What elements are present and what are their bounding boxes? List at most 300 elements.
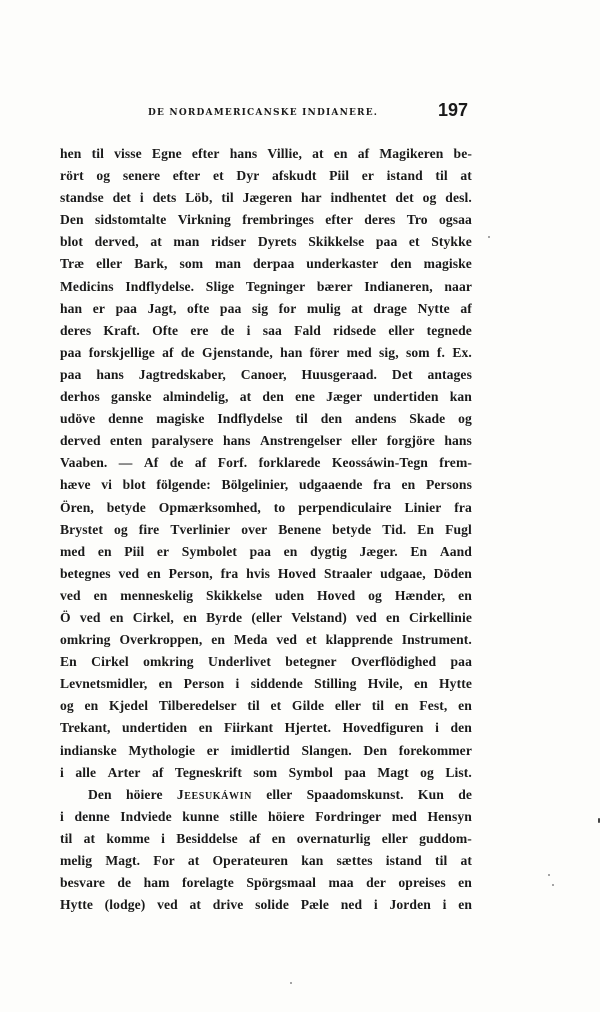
word: eller bbox=[266, 786, 293, 802]
word: og bbox=[458, 411, 472, 427]
text-line bbox=[60, 519, 472, 541]
word: frembringes bbox=[242, 212, 315, 228]
word: hæve bbox=[60, 477, 91, 493]
text-line bbox=[60, 894, 472, 916]
word: en bbox=[385, 609, 400, 625]
text-line bbox=[60, 541, 472, 563]
word: i bbox=[235, 676, 240, 692]
word: i bbox=[373, 897, 378, 913]
word: at bbox=[189, 897, 202, 913]
word: Straaler bbox=[323, 565, 373, 581]
word: i bbox=[246, 322, 251, 338]
word: de bbox=[117, 875, 132, 891]
word: af bbox=[162, 344, 174, 360]
word: imidlertid bbox=[230, 742, 290, 758]
word: afskudt bbox=[271, 168, 317, 184]
word: paa bbox=[249, 543, 272, 559]
word: siddende bbox=[250, 676, 303, 692]
word: ham bbox=[143, 875, 170, 891]
word: höiere bbox=[268, 808, 305, 824]
word: f. bbox=[436, 344, 446, 360]
word: denne bbox=[74, 808, 110, 824]
word: betegnes bbox=[60, 565, 111, 581]
word: Pæle bbox=[300, 897, 330, 913]
word: Huusgeraad. bbox=[301, 366, 378, 382]
word: senere bbox=[122, 168, 161, 184]
word: med bbox=[346, 344, 372, 360]
word: Træ bbox=[60, 256, 85, 272]
text-line bbox=[60, 784, 472, 806]
text-line bbox=[60, 143, 472, 165]
word: Meda bbox=[233, 632, 268, 648]
word: Person bbox=[183, 676, 225, 692]
word: eller bbox=[381, 830, 408, 846]
word: Jagtredskaber, bbox=[138, 366, 226, 382]
word: Persons bbox=[425, 477, 472, 493]
word: forgjöre bbox=[386, 433, 435, 449]
text-line bbox=[60, 828, 472, 850]
word: en bbox=[458, 897, 472, 913]
word: en bbox=[93, 587, 108, 603]
word: som bbox=[405, 344, 430, 360]
word: En bbox=[410, 543, 428, 559]
word: i bbox=[161, 830, 166, 846]
word: Fest, bbox=[419, 698, 448, 714]
word: Byrde bbox=[206, 609, 243, 625]
word: En bbox=[417, 521, 435, 537]
text-line bbox=[60, 695, 472, 717]
word: fölgende: bbox=[156, 477, 211, 493]
word: den bbox=[320, 411, 343, 427]
word: Villie, bbox=[267, 146, 302, 161]
word: ved bbox=[60, 587, 81, 603]
word: Indviede bbox=[120, 808, 172, 824]
word: Underlivet bbox=[208, 654, 271, 670]
word: Operateuren bbox=[212, 853, 289, 868]
text-line bbox=[60, 563, 472, 585]
word: Tid. bbox=[382, 521, 407, 537]
word: Arter bbox=[107, 764, 141, 780]
text-line bbox=[60, 474, 472, 496]
word: den bbox=[450, 720, 472, 736]
word: for bbox=[278, 300, 297, 316]
word: drive bbox=[212, 897, 244, 913]
word: Spaadomskunst. bbox=[306, 786, 404, 802]
word: fire bbox=[138, 521, 160, 537]
word: perpendiculaire bbox=[298, 499, 392, 515]
word: Medicins bbox=[60, 278, 114, 294]
word: at bbox=[150, 234, 162, 250]
word: Skade bbox=[409, 411, 446, 427]
word: Overflödighed bbox=[351, 654, 437, 670]
word: Slige bbox=[205, 278, 235, 294]
word: Keossáwin-Tegn bbox=[331, 455, 428, 471]
word: Dyrets bbox=[257, 234, 297, 250]
word: Fordringer bbox=[315, 808, 382, 824]
word: Af bbox=[143, 455, 159, 471]
word: Indflydelse. bbox=[125, 278, 195, 294]
scan-speck bbox=[290, 982, 292, 984]
word: de bbox=[220, 322, 235, 338]
word: fra bbox=[454, 499, 472, 515]
word: udöve bbox=[60, 411, 96, 427]
word: Hytte bbox=[439, 676, 472, 692]
word: at bbox=[312, 146, 324, 161]
word: en bbox=[333, 146, 348, 161]
word: ridsede bbox=[333, 322, 377, 338]
text-line bbox=[60, 187, 472, 209]
word: ved bbox=[118, 565, 140, 581]
word: komme bbox=[106, 830, 150, 846]
word: opreises bbox=[398, 875, 446, 891]
word: til bbox=[295, 411, 308, 427]
word: er bbox=[92, 300, 106, 316]
word: derved bbox=[60, 433, 101, 449]
word: sidstomtalte bbox=[95, 212, 167, 228]
word: i bbox=[139, 190, 144, 206]
word: dygtig bbox=[310, 543, 347, 559]
body-text bbox=[60, 143, 472, 916]
word: maa bbox=[328, 875, 354, 891]
running-title: DE NORDAMERICANSKE INDIANERE. bbox=[148, 108, 379, 118]
word: Fald bbox=[294, 322, 321, 338]
word: udgaaende bbox=[298, 477, 363, 493]
word: Egne bbox=[151, 146, 182, 161]
text-line bbox=[60, 364, 472, 386]
word: List. bbox=[445, 764, 472, 780]
word: tegnede bbox=[426, 322, 472, 338]
word: desl. bbox=[445, 190, 472, 206]
text-line bbox=[60, 320, 472, 342]
word: man bbox=[215, 256, 242, 272]
word: paa bbox=[219, 300, 242, 316]
word: klapprende bbox=[325, 632, 393, 648]
word: efter bbox=[172, 168, 201, 184]
word: udgaae, bbox=[380, 565, 426, 581]
word: Benene bbox=[278, 521, 322, 537]
word: Velstand) bbox=[291, 609, 347, 625]
word: Den bbox=[60, 212, 84, 228]
word: solide bbox=[255, 897, 289, 913]
word: forskjellige bbox=[88, 344, 155, 360]
word: det bbox=[395, 190, 414, 206]
word: menneskelig bbox=[120, 587, 194, 603]
text-line bbox=[60, 762, 472, 784]
word: En bbox=[60, 654, 77, 670]
word: (lodge) bbox=[104, 897, 146, 913]
word: en bbox=[394, 698, 409, 714]
word: et bbox=[408, 234, 420, 250]
word: paa bbox=[450, 654, 472, 670]
word: Stykke bbox=[431, 234, 472, 250]
word: til bbox=[435, 168, 448, 184]
word: som bbox=[179, 256, 204, 272]
word: de bbox=[169, 455, 184, 471]
word: omkring bbox=[60, 632, 111, 648]
word: en bbox=[97, 543, 112, 559]
word: og bbox=[420, 764, 434, 780]
word: i bbox=[60, 808, 64, 824]
word: ganske bbox=[111, 389, 152, 405]
text-line bbox=[60, 342, 472, 364]
word: Gilde bbox=[291, 698, 325, 714]
word: de bbox=[180, 344, 195, 360]
word: uden bbox=[274, 587, 305, 603]
word: rört bbox=[60, 168, 84, 184]
word: to bbox=[273, 499, 286, 515]
word: med bbox=[391, 808, 417, 824]
word: kan bbox=[301, 853, 324, 868]
word: Besiddelse bbox=[176, 830, 238, 846]
word: saa bbox=[262, 322, 282, 338]
word: Opmærksomhed, bbox=[158, 499, 261, 515]
word: magiske bbox=[156, 411, 205, 427]
word: Den bbox=[88, 786, 112, 802]
text-line bbox=[60, 651, 472, 673]
word: paa bbox=[344, 764, 366, 780]
word: ere bbox=[190, 322, 209, 338]
word: Tegninger bbox=[245, 278, 306, 294]
word: til bbox=[221, 190, 234, 206]
word: andens bbox=[355, 411, 397, 427]
word: guddom- bbox=[419, 830, 472, 846]
word: af bbox=[357, 146, 370, 161]
word: Kjedel bbox=[109, 698, 149, 714]
word: som bbox=[253, 764, 278, 780]
word: der bbox=[366, 875, 386, 891]
word: ned bbox=[340, 897, 363, 913]
word: og bbox=[422, 190, 437, 206]
word: ved bbox=[157, 897, 178, 913]
word: Hensyn bbox=[427, 808, 472, 824]
word: indianske bbox=[60, 742, 117, 758]
word: ene bbox=[295, 389, 315, 405]
word: et bbox=[270, 698, 282, 714]
word: Magt bbox=[377, 764, 409, 780]
word: i bbox=[435, 720, 439, 736]
word: en bbox=[413, 676, 428, 692]
word: fra bbox=[373, 477, 391, 493]
word: magiske bbox=[423, 256, 472, 272]
word: bærer bbox=[316, 278, 353, 294]
word: de bbox=[458, 786, 472, 802]
text-line bbox=[60, 253, 472, 275]
word: betyde bbox=[332, 521, 372, 537]
word: Magt. bbox=[105, 853, 141, 868]
word: Spörgsmaal bbox=[246, 875, 317, 891]
word: Dyr bbox=[236, 168, 260, 184]
word: af bbox=[460, 300, 472, 316]
word: Indianeren, bbox=[364, 278, 433, 294]
text-line bbox=[60, 717, 472, 739]
word: den bbox=[262, 389, 284, 405]
word: forklarede bbox=[258, 455, 321, 471]
word: Mythologie bbox=[128, 742, 196, 758]
word: Canoer, bbox=[240, 366, 287, 382]
word: Löb, bbox=[185, 190, 213, 206]
word: Bölgelinier, bbox=[221, 477, 289, 493]
word: af bbox=[194, 455, 207, 471]
word: Cirkel bbox=[91, 654, 129, 670]
word: en bbox=[211, 632, 226, 648]
word: eller bbox=[351, 433, 378, 449]
word: ved bbox=[79, 609, 101, 625]
word: Stilling bbox=[314, 676, 357, 692]
word: at bbox=[351, 300, 363, 316]
word: man bbox=[173, 234, 200, 250]
word: Hoved bbox=[277, 565, 317, 581]
word: undertiden bbox=[122, 720, 188, 736]
word: drage bbox=[373, 300, 408, 316]
word: at bbox=[83, 830, 96, 846]
word: er bbox=[156, 543, 170, 559]
word: at bbox=[460, 853, 472, 868]
word: i bbox=[442, 897, 447, 913]
word: hans bbox=[222, 433, 251, 449]
word: Hænder, bbox=[394, 587, 446, 603]
word: en bbox=[84, 698, 99, 714]
word: Levnetsmidler, bbox=[60, 676, 148, 692]
word: höiere bbox=[126, 786, 163, 802]
word: Hovedfiguren bbox=[342, 720, 424, 736]
word: Skikkelse bbox=[206, 587, 263, 603]
text-line bbox=[60, 209, 472, 231]
word: (eller bbox=[251, 609, 283, 625]
word: paa bbox=[60, 366, 82, 382]
word: en bbox=[147, 565, 161, 581]
word: Piil bbox=[124, 543, 145, 559]
page-number: 197 bbox=[437, 100, 468, 120]
text-line bbox=[60, 408, 472, 430]
word: visse bbox=[114, 146, 142, 161]
text-line bbox=[60, 850, 472, 872]
word: dets bbox=[152, 190, 177, 206]
word: ved bbox=[276, 632, 298, 648]
word: Bark, bbox=[134, 256, 168, 272]
word: et bbox=[305, 632, 317, 648]
word: Tilberedelser bbox=[158, 698, 237, 714]
word: er bbox=[361, 168, 375, 184]
word: til bbox=[247, 698, 260, 714]
word: paa bbox=[60, 344, 82, 360]
word: deres bbox=[364, 212, 396, 228]
word: Hvile, bbox=[367, 676, 403, 692]
word: en bbox=[183, 609, 197, 625]
word: sig, bbox=[379, 344, 399, 360]
word: Gjenstande, bbox=[201, 344, 273, 360]
word: Hytte bbox=[60, 897, 93, 913]
word: han bbox=[280, 344, 303, 360]
word: en bbox=[158, 676, 173, 692]
word: en bbox=[458, 875, 472, 891]
word: besvare bbox=[60, 875, 105, 891]
word: forekommer bbox=[398, 742, 472, 758]
word: og bbox=[96, 168, 111, 184]
word: melig bbox=[60, 853, 93, 868]
word: hans bbox=[96, 366, 124, 382]
word: undertiden bbox=[373, 389, 439, 405]
word: paa bbox=[115, 300, 138, 316]
text-line bbox=[60, 231, 472, 253]
word: enten bbox=[110, 433, 143, 449]
word: han bbox=[60, 300, 83, 316]
word: Kun bbox=[417, 786, 444, 802]
word: med bbox=[60, 543, 86, 559]
word: eller bbox=[388, 322, 415, 338]
word: at bbox=[187, 853, 200, 868]
word: Hjertet. bbox=[284, 720, 332, 736]
word: Tegneskrift bbox=[174, 764, 242, 780]
word: kunne bbox=[182, 808, 220, 824]
word: For bbox=[153, 853, 175, 868]
word: mulig bbox=[306, 300, 341, 316]
word: omkring bbox=[143, 654, 194, 670]
word: ofte bbox=[187, 300, 210, 316]
word: Forf. bbox=[217, 455, 248, 471]
word: alle bbox=[75, 764, 97, 780]
word: betyde bbox=[106, 499, 146, 515]
scan-speck bbox=[548, 874, 550, 876]
word: et bbox=[213, 168, 224, 184]
word: förer bbox=[309, 344, 340, 360]
word: betegner bbox=[285, 654, 337, 670]
word: kan bbox=[449, 389, 472, 405]
word: ogsaa bbox=[438, 212, 472, 228]
word: og bbox=[60, 698, 74, 714]
running-head bbox=[60, 102, 480, 124]
text-line bbox=[60, 607, 472, 629]
word: en bbox=[458, 587, 472, 603]
word: ved bbox=[356, 609, 377, 625]
word: en bbox=[401, 477, 416, 493]
word: Vaaben. bbox=[60, 455, 108, 471]
word: til bbox=[60, 830, 73, 846]
word: frem- bbox=[439, 455, 472, 471]
word: Cirkellinie bbox=[408, 609, 472, 625]
word: eller bbox=[334, 698, 361, 714]
word: hen bbox=[60, 146, 82, 161]
word: ridser bbox=[210, 234, 247, 250]
word: er bbox=[206, 742, 220, 758]
word: Jorden bbox=[389, 897, 431, 913]
word: Indflydelse bbox=[217, 411, 283, 427]
word: blot bbox=[60, 234, 84, 250]
word: naar bbox=[444, 278, 472, 294]
word: at bbox=[460, 168, 472, 184]
text-line bbox=[60, 276, 472, 298]
word: en bbox=[458, 698, 472, 714]
word: Symbol bbox=[288, 764, 333, 780]
word: Slangen. bbox=[301, 742, 352, 758]
word: af bbox=[151, 764, 164, 780]
word: Tro bbox=[406, 212, 428, 228]
word: Magikeren bbox=[379, 146, 444, 161]
word: Virkning bbox=[177, 212, 231, 228]
word: forelagte bbox=[181, 875, 234, 891]
text-line bbox=[60, 872, 472, 894]
text-line bbox=[60, 452, 472, 474]
word: underkaster bbox=[306, 256, 379, 272]
word: Hoved bbox=[317, 587, 356, 603]
word: deres bbox=[60, 322, 92, 338]
word: Ö bbox=[60, 609, 71, 625]
word: Jægeren bbox=[242, 190, 293, 206]
word: — bbox=[118, 455, 133, 471]
word: til bbox=[434, 853, 448, 868]
word: derved, bbox=[94, 234, 139, 250]
word: Brystet bbox=[60, 521, 103, 537]
word: Det bbox=[391, 366, 413, 382]
